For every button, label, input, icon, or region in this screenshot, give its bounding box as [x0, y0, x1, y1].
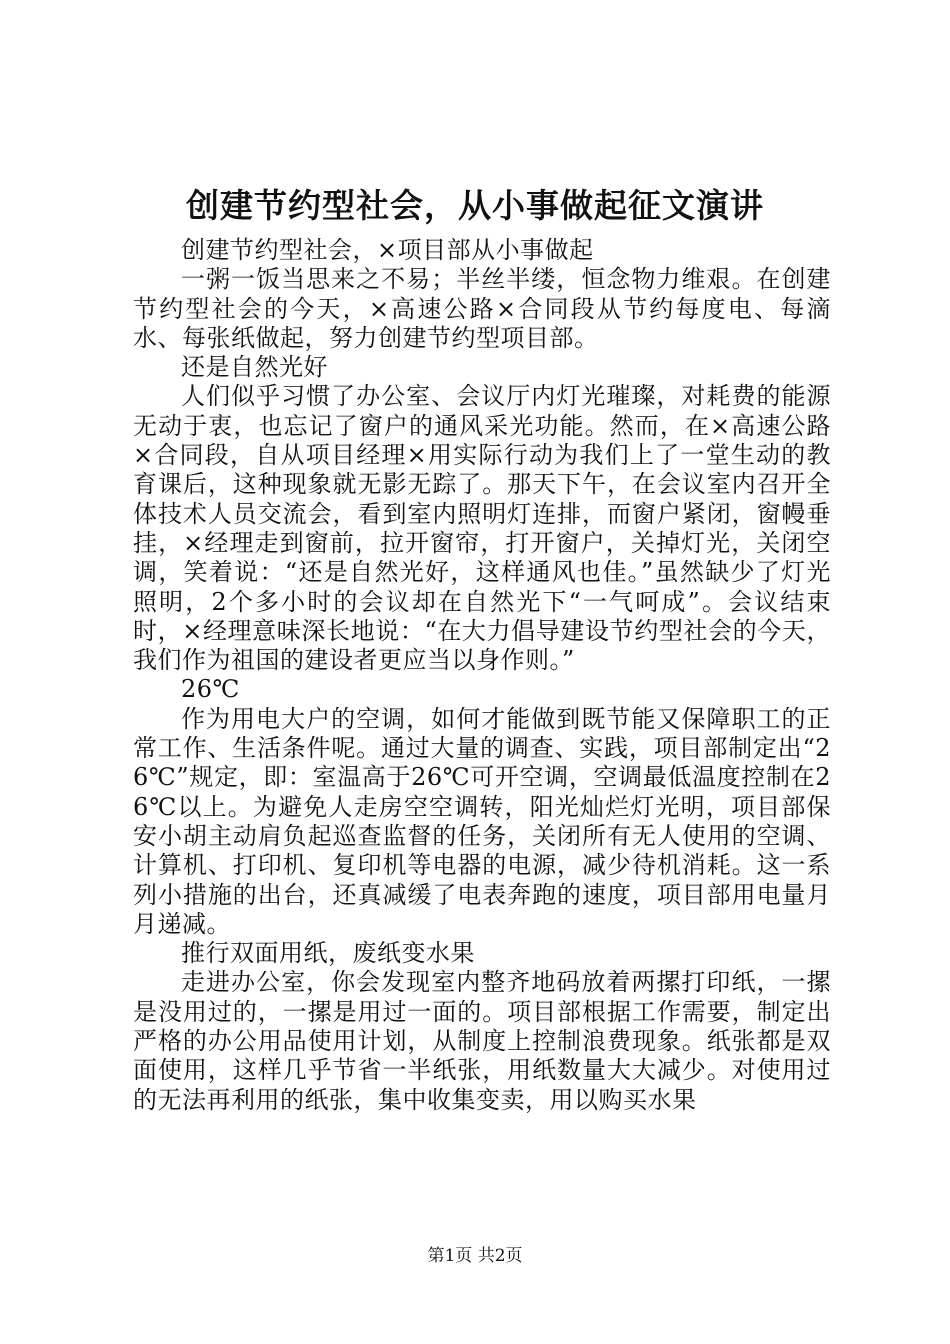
- air-conditioning-paragraph: 作为用电大户的空调，如何才能做到既节能又保障职工的正常工作、生活条件呢。通过大量的调查、实践，项目部制定出“26℃”规定，即：室温高于26℃可开空调，空调最低温度控制在26℃以上。为避免人走房空空调转，阳光灿烂灯光明，项目部保安小胡主动肩负起巡查监督的任务，关闭所有无人使用的空调、计算机、打印机、复印机等电器的电源，减少待机消耗。这一系列小措施的出台，还真减缓了电表奔跑的速度，项目部用电量月月递减。: [133, 704, 831, 938]
- document-body: [133, 236, 831, 1115]
- section-heading-natural-light: 还是自然光好: [181, 353, 328, 382]
- natural-light-paragraph: 人们似乎习惯了办公室、会议厅内灯光璀璨，对耗费的能源无动于衷，也忘记了窗户的通风采光功能。然而，在×高速公路×合同段，自从项目经理×用实际行动为我们上了一堂生动的教育课后，这种现象就无影无踪了。那天下午，在会议室内召开全体技术人员交流会，看到室内照明灯连排，而窗户紧闭，窗幔垂挂，×经理走到窗前，拉开窗帘，打开窗户，关掉灯光，关闭空调，笑着说：“还是自然光好，这样通风也佳。”虽然缺少了灯光照明，2个多小时的会议却在自然光下“一气呵成”。会议结束时，×经理意味深长地说：“在大力倡导建设节约型社会的今天，我们作为祖国的建设者更应当以身作则。”: [133, 382, 831, 675]
- section-heading-26c: 26℃: [181, 675, 240, 704]
- page-number-footer: 第1页 共2页: [427, 1246, 523, 1266]
- intro-paragraph: 一粥一饭当思来之不易；半丝半缕，恒念物力维艰。在创建节约型社会的今天，×高速公路×合同段从节约每度电、每滴水、每张纸做起，努力创建节约型项目部。: [133, 265, 831, 352]
- paper-saving-paragraph: 走进办公室，你会发现室内整齐地码放着两摞打印纸，一摞是没用过的，一摞是用过一面的。项目部根据工作需要，制定出严格的办公用品使用计划，从制度上控制浪费现象。纸张都是双面使用，这样几乎节省一半纸张，用纸数量大大减少。对使用过的无法再利用的纸张，集中收集变卖，用以购买水果: [133, 968, 831, 1114]
- subtitle-paragraph: 创建节约型社会，×项目部从小事做起: [181, 236, 594, 264]
- section-heading-double-sided-paper: 推行双面用纸，废纸变水果: [181, 939, 475, 968]
- document-title: 创建节约型社会，从小事做起征文演讲: [186, 186, 764, 225]
